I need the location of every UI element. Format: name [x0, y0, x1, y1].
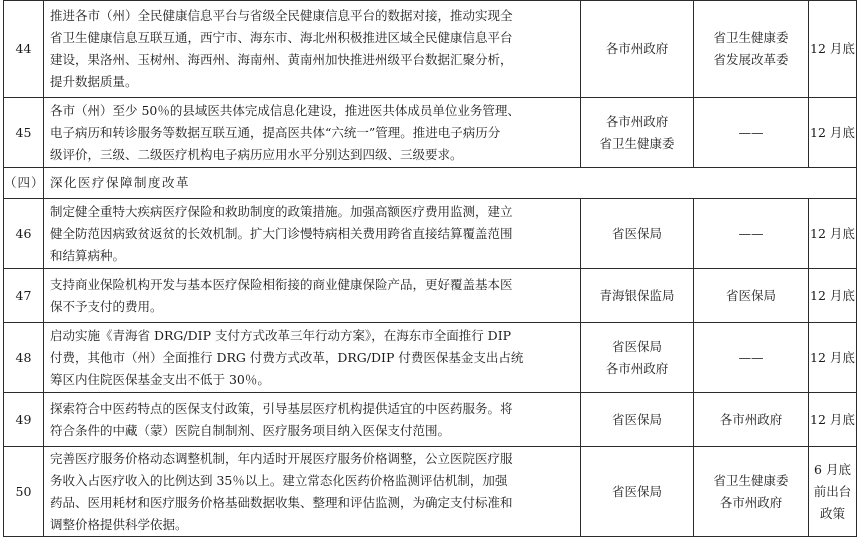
deadline-cell [809, 447, 857, 537]
task-content-line: 符合条件的中藏（蒙）医院自制制剂、医疗服务项目纳入医保支付范围。 [50, 422, 451, 438]
deadline-line: 12 月底 [810, 411, 855, 427]
lead-unit-cell [581, 447, 694, 537]
lead-unit-cell [581, 1, 694, 98]
section-number: （四） [4, 168, 44, 199]
lead-unit-line: 各市州政府 [605, 113, 669, 129]
cooperating-unit-cell [694, 393, 809, 447]
deadline-cell [809, 323, 857, 393]
lead-unit-cell [581, 323, 694, 393]
deadline-cell [809, 393, 857, 447]
cooperating-unit-line: 各市州政府 [719, 494, 783, 510]
row-number: 49 [4, 393, 44, 447]
table-row [4, 269, 857, 323]
deadline-line: 12 月底 [810, 41, 855, 56]
cooperating-unit-line: —— [738, 349, 764, 365]
task-content-cell [44, 199, 581, 269]
deadline-cell [809, 98, 857, 168]
lead-unit-line: 省医保局 [611, 225, 662, 241]
cooperating-unit-cell [694, 447, 809, 537]
deadline-line: 6 月底 [814, 461, 851, 477]
row-number: 44 [4, 1, 44, 98]
section-row [4, 168, 857, 199]
lead-unit-line: 省卫生健康委 [599, 135, 675, 151]
lead-unit-cell [581, 269, 694, 323]
row-number: 47 [4, 269, 44, 323]
task-content-line: 级评价，三级、二级医疗机构电子病历应用水平分别达到四级、三级要求。 [50, 146, 463, 162]
section-title: 深化医疗保障制度改革 [44, 168, 857, 199]
lead-unit-line: 各市州政府 [605, 41, 669, 56]
lead-unit-line: 青海银保监局 [599, 287, 675, 303]
deadline-line: 12 月底 [810, 349, 855, 365]
task-content-cell [44, 323, 581, 393]
table-row [4, 447, 857, 537]
task-content-line: 支持商业保险机构开发与基本医疗保险相衔接的商业健康保险产品，更好覆盖基本医 [50, 276, 513, 292]
task-content-line: 调整价格提供科学依据。 [50, 516, 188, 532]
task-content-line: 务收入占医疗收入的比例达到 35％以上。建立常态化医药价格监测评估机制，加强 [50, 472, 508, 488]
deadline-cell [809, 1, 857, 98]
task-content-cell [44, 1, 581, 98]
deadline-line: 12 月底 [810, 287, 855, 303]
task-content-line: 健全防范因病致贫返贫的长效机制。扩大门诊慢特病相关费用跨省直接结算覆盖范围 [50, 225, 513, 241]
deadline-line: 政策 [819, 505, 845, 521]
task-content-line: 建设，果洛州、玉树州、海西州、海南州、黄南州加快推进州级平台数据汇聚分析， [50, 52, 513, 67]
task-content-cell [44, 98, 581, 168]
cooperating-unit-cell [694, 323, 809, 393]
lead-unit-line: 省医保局 [611, 411, 662, 427]
task-content-line: 提升数据质量。 [50, 74, 138, 89]
deadline-cell [809, 269, 857, 323]
row-number: 48 [4, 323, 44, 393]
task-content-line: 完善医疗服务价格动态调整机制，年内适时开展医疗服务价格调整，公立医院医疗服 [50, 450, 513, 466]
cooperating-unit-cell [694, 1, 809, 98]
cooperating-unit-cell [694, 98, 809, 168]
cooperating-unit-line: —— [738, 225, 764, 241]
task-content-line: 付费，其他市（州）全面推行 DRG 付费方式改革，DRG/DIP 付费医保基金支出占统 [50, 349, 524, 365]
lead-unit-cell [581, 393, 694, 447]
task-content-line: 电子病历和转诊服务等数据互联互通，提高医共体“六统一”管理。推进电子病历分 [50, 124, 501, 140]
task-table [3, 0, 857, 537]
task-content-line: 制定健全重特大疾病医疗保险和救助制度的政策措施。加强高额医疗费用监测，建立 [50, 203, 513, 219]
task-content-line: 药品、医用耗材和医疗服务价格基础数据收集、整理和评估监测，为确定支付标准和 [50, 494, 513, 510]
cooperating-unit-line: 省卫生健康委 [713, 472, 789, 488]
table-row [4, 199, 857, 269]
table-row [4, 323, 857, 393]
task-content-cell [44, 393, 581, 447]
task-content-line: 各市（州）至少 50％的县域医共体完成信息化建设，推进医共体成员单位业务管理、 [50, 102, 520, 118]
task-content-line: 筹区内住院医保基金支出不低于 30％。 [50, 371, 270, 387]
task-content-line: 启动实施《青海省 DRG/DIP 支付方式改革三年行动方案》，在海东市全面推行 DIP [50, 327, 512, 343]
task-content-line: 和结算病种。 [50, 247, 126, 263]
task-content-line: 探索符合中医药特点的医保支付政策，引导基层医疗机构提供适宜的中医药服务。将 [50, 400, 513, 416]
deadline-line: 12 月底 [810, 124, 855, 140]
task-content-cell [44, 447, 581, 537]
task-content-line: 推进各市（州）全民健康信息平台与省级全民健康信息平台的数据对接，推动实现全 [50, 8, 513, 23]
lead-unit-line: 省医保局 [611, 338, 662, 354]
lead-unit-cell [581, 98, 694, 168]
deadline-cell [809, 199, 857, 269]
task-content-cell [44, 269, 581, 323]
cooperating-unit-cell [694, 199, 809, 269]
lead-unit-line: 各市州政府 [605, 360, 669, 376]
table-row [4, 98, 857, 168]
cooperating-unit-line: 省发展改革委 [713, 52, 789, 67]
task-content-line: 省卫生健康信息互联互通，西宁市、海东市、海北州积极推进区域全民健康信息平台 [50, 30, 513, 45]
lead-unit-cell [581, 199, 694, 269]
cooperating-unit-line: —— [738, 124, 764, 140]
table-row [4, 393, 857, 447]
row-number: 46 [4, 199, 44, 269]
lead-unit-line: 省医保局 [611, 483, 662, 499]
deadline-line: 前出台 [813, 483, 852, 499]
table-body [4, 1, 857, 537]
row-number: 50 [4, 447, 44, 537]
cooperating-unit-cell [694, 269, 809, 323]
cooperating-unit-line: 省卫生健康委 [713, 30, 789, 45]
cooperating-unit-line: 各市州政府 [719, 411, 783, 427]
row-number: 45 [4, 98, 44, 168]
table-row [4, 1, 857, 98]
task-content-line: 保不予支付的费用。 [50, 298, 163, 314]
deadline-line: 12 月底 [810, 225, 855, 241]
cooperating-unit-line: 省医保局 [725, 287, 776, 303]
